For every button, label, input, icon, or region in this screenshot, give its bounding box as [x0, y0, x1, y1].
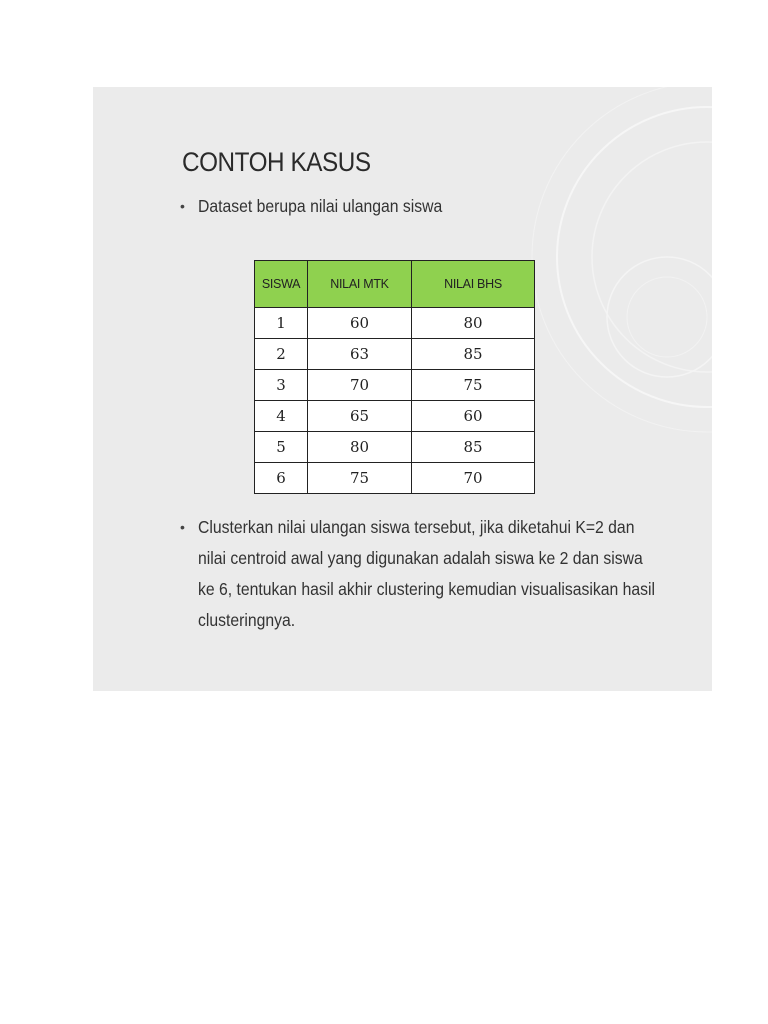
cell-nilai-bhs: 80: [412, 308, 535, 339]
cell-nilai-bhs: 85: [412, 339, 535, 370]
table-header-row: [255, 261, 535, 308]
cell-siswa: 6: [255, 463, 308, 494]
bullet-text: Dataset berupa nilai ulangan siswa: [198, 196, 443, 216]
header-nilai-mtk: NILAI MTK: [308, 261, 412, 308]
cell-siswa: 4: [255, 401, 308, 432]
table-row: [255, 432, 535, 463]
bullet-dataset: [180, 191, 680, 222]
table-row: [255, 370, 535, 401]
cell-siswa: 5: [255, 432, 308, 463]
table-row: [255, 339, 535, 370]
cell-siswa: 2: [255, 339, 308, 370]
table-row: [255, 308, 535, 339]
bullet-clustering-task: [180, 512, 680, 636]
bullet-dot: •: [180, 519, 185, 535]
header-nilai-bhs: NILAI BHS: [412, 261, 535, 308]
cell-siswa: 3: [255, 370, 308, 401]
cell-nilai-mtk: 70: [308, 370, 412, 401]
cell-nilai-bhs: 85: [412, 432, 535, 463]
student-scores-table: [254, 260, 535, 494]
header-siswa: SISWA: [255, 261, 308, 308]
cell-nilai-mtk: 80: [308, 432, 412, 463]
cell-nilai-mtk: 63: [308, 339, 412, 370]
cell-nilai-bhs: 75: [412, 370, 535, 401]
bullet-dot: •: [180, 198, 185, 214]
table-row: [255, 401, 535, 432]
bullet-text: Clusterkan nilai ulangan siswa tersebut, jika diketahui K=2 dan nilai centroid awal yang digunakan adalah siswa ke 2 dan siswa ke 6, tentukan hasil akhir clustering kemudian visualisasikan hasil clusteringnya.: [198, 517, 655, 630]
cell-nilai-mtk: 75: [308, 463, 412, 494]
cell-nilai-mtk: 65: [308, 401, 412, 432]
cell-nilai-mtk: 60: [308, 308, 412, 339]
cell-nilai-bhs: 60: [412, 401, 535, 432]
slide: [93, 87, 712, 691]
cell-siswa: 1: [255, 308, 308, 339]
table-row: [255, 463, 535, 494]
slide-title: CONTOH KASUS: [182, 147, 371, 177]
cell-nilai-bhs: 70: [412, 463, 535, 494]
